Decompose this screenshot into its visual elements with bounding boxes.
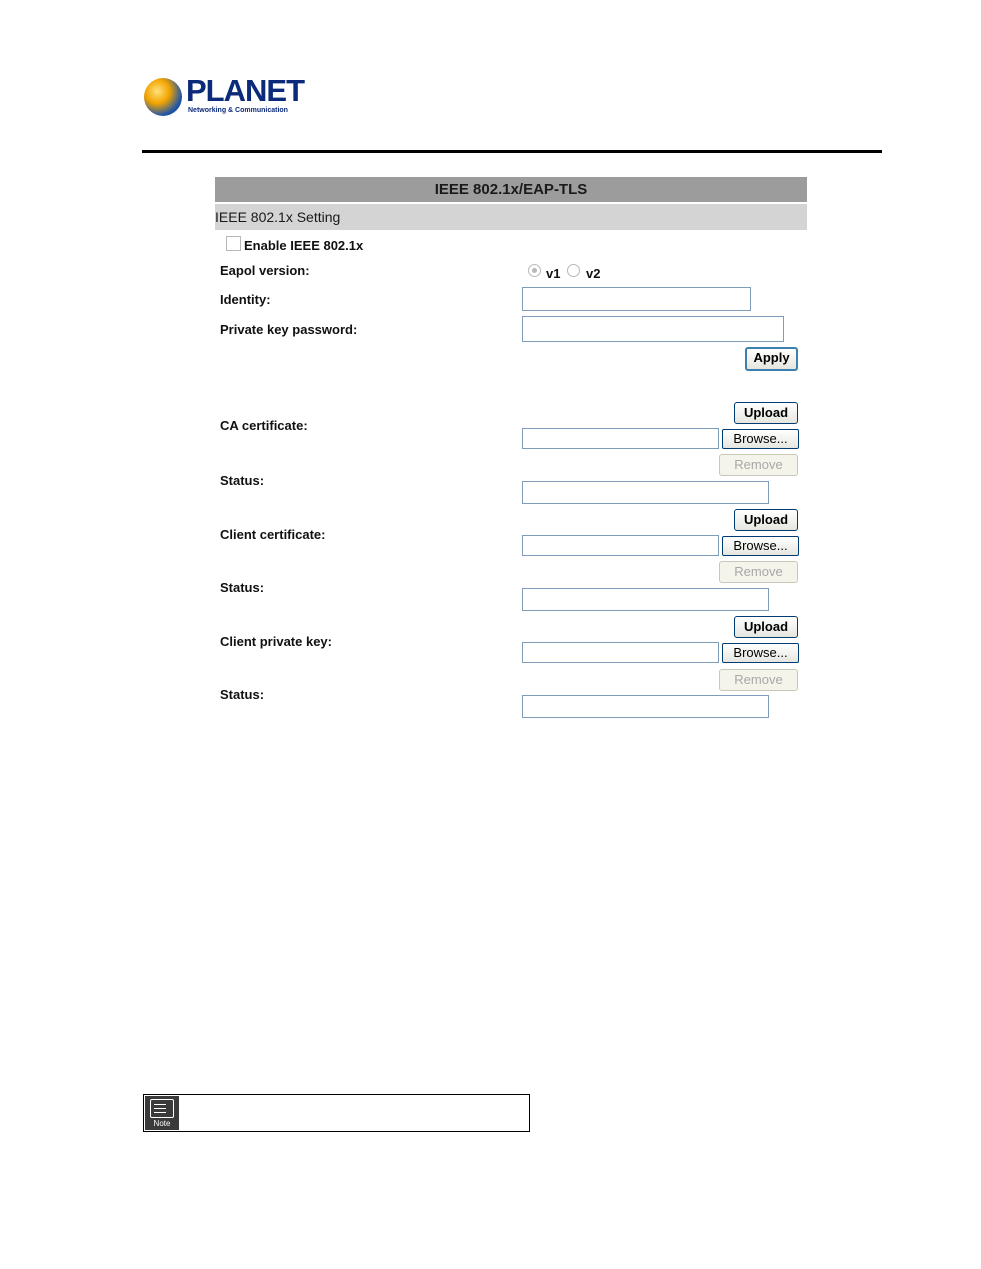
brand-name: PLANET: [186, 73, 304, 108]
eapol-v1-label: v1: [546, 266, 561, 281]
panel-title: IEEE 802.1x/EAP-TLS: [215, 177, 807, 202]
ca-upload-button[interactable]: Upload: [734, 402, 798, 424]
globe-icon: [144, 78, 182, 116]
eapol-v2-radio[interactable]: [567, 264, 580, 277]
enable-8021x-label: Enable IEEE 802.1x: [244, 238, 364, 253]
ca-browse-button[interactable]: Browse...: [722, 429, 799, 449]
client-key-upload-button[interactable]: Upload: [734, 616, 798, 638]
client-cert-upload-button[interactable]: Upload: [734, 509, 798, 531]
client-key-file-input[interactable]: [522, 642, 719, 663]
client-private-key-label: Client private key:: [220, 634, 332, 649]
note-box: [143, 1094, 530, 1132]
planet-logo: [144, 74, 304, 120]
client-key-remove-button[interactable]: Remove: [719, 669, 798, 691]
ca-file-input[interactable]: [522, 428, 719, 449]
ca-certificate-label: CA certificate:: [220, 418, 308, 433]
private-key-password-input[interactable]: [522, 316, 784, 342]
ca-status-label: Status:: [220, 473, 265, 488]
client-key-browse-button[interactable]: Browse...: [722, 643, 799, 663]
note-icon: [145, 1096, 179, 1130]
client-cert-status-label: Status:: [220, 580, 265, 595]
identity-input[interactable]: [522, 287, 751, 311]
private-key-password-label: Private key password:: [220, 322, 358, 337]
header-divider: [142, 150, 882, 153]
note-icon-label: Note: [153, 1119, 171, 1128]
client-key-status-field: [522, 695, 769, 718]
ca-status-field: [522, 481, 769, 504]
client-cert-status-field: [522, 588, 769, 611]
client-certificate-label: Client certificate:: [220, 527, 326, 542]
apply-button[interactable]: Apply: [745, 347, 798, 371]
eapol-v2-label: v2: [586, 266, 601, 281]
ca-remove-button[interactable]: Remove: [719, 454, 798, 476]
eapol-v1-radio[interactable]: [528, 264, 541, 277]
section-title: IEEE 802.1x Setting: [215, 204, 807, 230]
brand-tagline: Networking & Communication: [188, 107, 288, 114]
pencil-note-icon: [150, 1099, 174, 1118]
eapol-version-label: Eapol version:: [220, 263, 310, 278]
enable-8021x-checkbox[interactable]: [226, 236, 241, 251]
client-key-status-label: Status:: [220, 687, 265, 702]
client-cert-remove-button[interactable]: Remove: [719, 561, 798, 583]
client-cert-browse-button[interactable]: Browse...: [722, 536, 799, 556]
client-cert-file-input[interactable]: [522, 535, 719, 556]
identity-label: Identity:: [220, 292, 271, 307]
